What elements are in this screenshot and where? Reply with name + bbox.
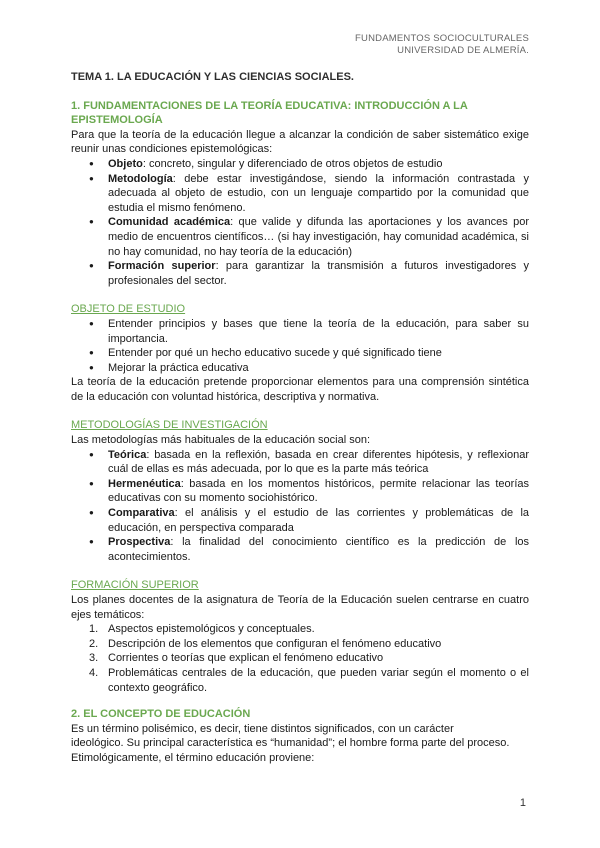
term: Comparativa	[108, 507, 175, 520]
section-2-line: Etimológicamente, el término educación proviene:	[71, 751, 315, 764]
page-header	[355, 33, 529, 57]
objeto-list	[71, 317, 529, 375]
term: Formación superior	[108, 260, 216, 273]
document-title: TEMA 1. LA EDUCACIÓN Y LAS CIENCIAS SOCIALES.	[71, 71, 354, 83]
term: Hermenéutica	[108, 477, 181, 490]
epistemology-list	[71, 157, 529, 288]
list-item: ● Metodología: debe estar investigándose, siendo la información contrastada y adecuada al objeto de estudio, con un lenguaje compartido por la comunidad que estudia el mismo fenómeno.	[71, 172, 529, 216]
section-2-heading: 2. EL CONCEPTO DE EDUCACIÓN	[71, 708, 251, 721]
section-2-line: ideológico. Su principal característica es “humanidad”; el hombre forma parte del proceso.	[71, 737, 510, 750]
metodologias-intro: Las metodologías más habituales de la educación social son:	[71, 434, 371, 447]
list-item: ● Entender por qué un hecho educativo sucede y qué significado tiene	[71, 346, 529, 361]
list-item: ● Comparativa: el análisis y el estudio de las corrientes y problemáticas de la educación, en perspectiva comparada	[71, 506, 529, 535]
formacion-intro: Los planes docentes de la asignatura de Teoría de la Educación suelen centrarse en cuatro ejes temáticos:	[71, 594, 529, 621]
term: Teórica	[108, 448, 147, 461]
section-1-heading: 1. FUNDAMENTACIONES DE LA TEORÍA EDUCATIVA: INTRODUCCIÓN A LA EPISTEMOLOGÍA	[71, 99, 468, 127]
term: Metodología	[108, 172, 173, 185]
page-number: 1	[519, 797, 526, 809]
list-item: ● Prospectiva: la finalidad del conocimiento científico es la predicción de los acontecimientos.	[71, 535, 529, 564]
list-item: ● Objeto: concreto, singular y diferenciado de otros objetos de estudio	[71, 157, 529, 172]
document-body	[71, 70, 529, 766]
list-item: ● Hermenéutica: basada en los momentos históricos, permite relacionar las teorías educativas con su momento sociohistórico.	[71, 477, 529, 506]
list-item: 2. Descripción de los elementos que configuran el fenómeno educativo	[89, 637, 442, 650]
term: Objeto	[108, 157, 143, 170]
metodologias-list	[71, 448, 529, 565]
formacion-heading: FORMACIÓN SUPERIOR	[71, 579, 199, 592]
header-course: FUNDAMENTOS SOCIOCULTURALES	[355, 33, 529, 44]
list-item: ● Mejorar la práctica educativa	[71, 361, 529, 376]
list-item: ● Formación superior: para garantizar la transmisión a futuros investigadores y profesionales del sector.	[71, 259, 529, 288]
list-item: 3. Corrientes o teorías que explican el fenómeno educativo	[89, 652, 384, 665]
objeto-heading: OBJETO DE ESTUDIO	[71, 303, 186, 316]
list-item: 1. Aspectos epistemológicos y conceptuales.	[89, 623, 315, 636]
formacion-list	[71, 622, 529, 695]
list-item: ● Comunidad académica: que valide y difunda las aportaciones y los avances por medio de encuentros científicos… (si hay investigación, hay comunidad académica, si no hay comunidad, no hay teoría de la educación)	[71, 215, 529, 259]
section-1-intro: Para que la teoría de la educación llegue a alcanzar la condición de saber sistemático exige reunir unas condiciones epistemológicas:	[71, 128, 529, 156]
term: Prospectiva	[108, 536, 171, 549]
metodologias-heading: METODOLOGÍAS DE INVESTIGACIÓN	[71, 419, 268, 432]
list-item: ● Teórica: basada en la reflexión, basada en crear diferentes hipótesis, y reflexionar cuál de ellas es más adecuada, por lo que es la parte más teórica	[71, 448, 529, 477]
header-university: UNIVERSIDAD DE ALMERÍA.	[397, 45, 529, 56]
objeto-closing: La teoría de la educación pretende proporcionar elementos para una comprensión sintética de la educación con voluntad histórica, descriptiva y normativa.	[71, 376, 529, 403]
section-2-line: Es un término polisémico, es decir, tiene distintos significados, con un carácter	[71, 722, 454, 735]
list-item: ● Entender principios y bases que tiene la teoría de la educación, para saber su importancia.	[71, 317, 529, 346]
list-item: 4. Problemáticas centrales de la educación, que pueden variar según el momento o el contexto geográfico.	[89, 666, 529, 694]
term: Comunidad académica	[108, 216, 231, 229]
